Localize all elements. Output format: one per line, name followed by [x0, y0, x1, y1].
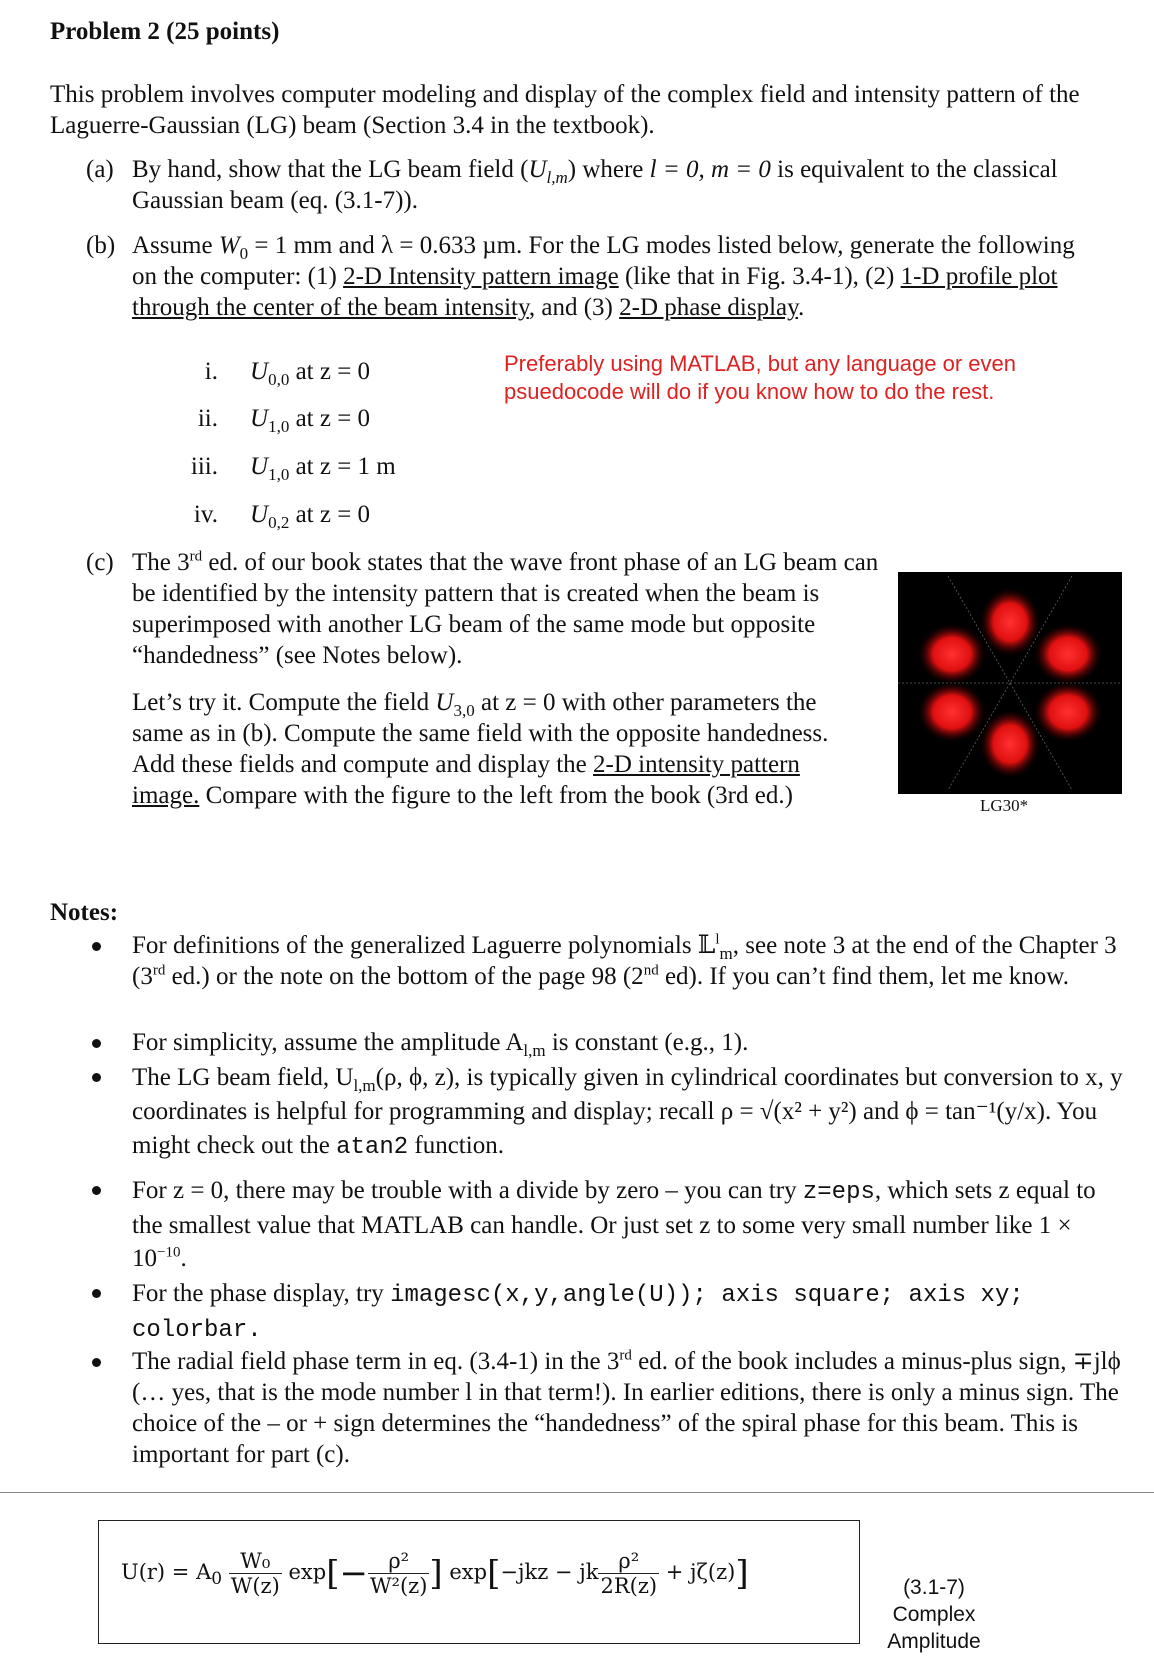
lg30-intensity-figure [898, 572, 1122, 794]
equation-caption: Complex [892, 1603, 976, 1626]
superscript: rd [189, 548, 203, 565]
bullet-dot [92, 1186, 101, 1195]
eq-lhs: U(r) = A [121, 1560, 212, 1584]
symbol-U: U [250, 405, 269, 432]
eq-denominator: 2R(z) [600, 1574, 658, 1598]
part-c-label: (c) [86, 549, 114, 576]
part-a-text-3: is equivalent to the classical Gaussian beam (eq. (3.1-7)). [132, 156, 1058, 214]
eq-numerator: ρ² [598, 1549, 659, 1574]
mode-condition: at z = 0 [295, 358, 371, 385]
note-text: For the phase display, try [132, 1280, 391, 1307]
annotation-line: psuedocode will do if you know how to do the rest. [504, 379, 995, 404]
symbol-W: W [218, 232, 240, 259]
note-text: For simplicity, assume the amplitude A [132, 1029, 524, 1056]
note-text: The radial field phase term in eq. (3.4-1) in the 3 [132, 1348, 620, 1375]
note-bullet [92, 1346, 1132, 1470]
eq-fraction [368, 1549, 429, 1598]
bullet-dot [92, 942, 101, 951]
eq-term: −jkz − jk [500, 1560, 599, 1584]
part-b-label: (b) [86, 232, 116, 259]
gaussian-beam-equation: $U(r) = A_0$ $\frac{\text{W₀}}{W(z)}$ exp[− $\frac{\text{ρ²}}{\text{W²(z)}}$ ] exp[−jkz − jk $\frac{\text{ρ²}}{2R(z)}$ + jζ(z)] [98, 1520, 860, 1644]
mode-condition: at z = 1 m [295, 453, 396, 480]
note-bullet [92, 1061, 1132, 1165]
part-b-text: Assume [132, 232, 219, 259]
part-b-text-3: (like that in Fig. 3.4-1), (2) [618, 263, 901, 290]
eq-numerator: W₀ [229, 1549, 282, 1574]
note-text: For z = 0, there may be trouble with a divide by zero – you can try [132, 1177, 803, 1204]
symbol-sub: 1,0 [268, 465, 290, 484]
bullet-dot [92, 1073, 101, 1082]
superscript: nd [643, 962, 659, 979]
part-c-p2-text-3: Compare with the figure to the left from the book (3rd ed.) [199, 782, 793, 809]
mode-numeral: i. [204, 358, 218, 385]
part-a-text-2: ) where [567, 156, 650, 183]
code-atan2: atan2 [336, 1134, 409, 1161]
eq-tail: + jζ(z) [665, 1560, 736, 1584]
bullet-dot [92, 1289, 101, 1298]
mode-condition: at z = 0 [295, 405, 371, 432]
note-text: function. [408, 1132, 504, 1159]
symbol-U: U [250, 501, 269, 528]
part-c [86, 547, 906, 811]
note-text: is constant (e.g., 1). [545, 1029, 749, 1056]
annotation-line: Preferably using MATLAB, but any language or even [504, 351, 1017, 376]
eq-numerator: ρ² [368, 1549, 429, 1574]
part-b-text-5: . [798, 294, 805, 321]
code-z-eps: z=eps [802, 1179, 875, 1206]
mode-condition: at z = 0 [295, 501, 371, 528]
subscript: 0 [211, 1569, 223, 1590]
part-a-text: By hand, show that the LG beam field ( [132, 156, 529, 183]
subscript: m [719, 944, 733, 963]
underlined-profile-plot: 1-D profile plot through the center of the beam intensity [132, 263, 1058, 321]
lg30-pattern-image [898, 572, 1122, 794]
mode-condition: l = 0, m = 0 [649, 156, 771, 183]
eq-exp: exp [449, 1560, 488, 1584]
equation-number: (3.1-7) [903, 1576, 965, 1599]
mode-numeral: iii. [190, 453, 218, 480]
part-a-label: (a) [86, 156, 114, 183]
note-text: ed). If you can’t find them, let me know. [658, 963, 1069, 990]
eq-denominator: W²(z) [369, 1574, 428, 1598]
note-text: (ρ, ϕ, z), is typically given in cylindrical coordinates but conversion to x, y coordinates is helpful for programming and display; recall ρ = √(x² + y²) and ϕ = tan⁻¹(y/x). You might check out the [132, 1064, 1123, 1159]
underlined-intensity-image: 2-D intensity pattern image. [132, 751, 800, 809]
eq-fraction [229, 1549, 282, 1598]
note-text: , which sets z equal to the smallest value that MATLAB can handle. Or just set z to some very small number like 1 × 10 [132, 1177, 1096, 1272]
symbol-U: U [435, 689, 454, 716]
problem-title: Problem 2 (25 points) [50, 18, 280, 45]
superscript: rd [152, 962, 166, 979]
note-bullet [92, 1174, 1132, 1275]
note-text: . [180, 1245, 187, 1272]
part-c-text: The 3 [132, 549, 190, 576]
symbol-U: U [250, 358, 269, 385]
intro-paragraph: This problem involves computer modeling and display of the complex field and intensity pattern of the Laguerre-Gaussian (LG) beam (Section 3.4 in the textbook). [50, 81, 1080, 139]
symbol-sub: 1,0 [268, 417, 290, 436]
symbol-sub: 0,0 [268, 370, 290, 389]
eq-exp: exp [288, 1560, 327, 1584]
part-b-text-4: , and (3) [528, 294, 620, 321]
part-c-p2-text: Let’s try it. Compute the field [132, 689, 436, 716]
symbol-U: U [250, 453, 269, 480]
mode-numeral: ii. [197, 405, 218, 432]
eq-denominator: W(z) [230, 1574, 280, 1598]
part-b-text-2: = 1 mm and λ = 0.633 µm. For the LG modes listed below, generate the following on the computer: (1) [132, 232, 1075, 290]
note-bullet [92, 1277, 1132, 1347]
equation-caption: Amplitude [887, 1630, 981, 1653]
subscript: l,m [523, 1041, 546, 1060]
note-text: For definitions of the generalized Laguerre polynomials 𝕃 [132, 932, 716, 959]
note-text: , see note 3 at the end of the Chapter 3 (3 [132, 932, 1117, 990]
part-a [86, 154, 1086, 216]
superscript: rd [619, 1347, 632, 1364]
bullet-dot [92, 1358, 101, 1367]
symbol-sub: 0 [239, 244, 249, 263]
figure-caption: LG30* [980, 796, 1029, 815]
bullet-dot [92, 1039, 101, 1048]
note-text: ed. of the book includes a minus-plus sign, ∓jlϕ (… yes, that is the mode number l in that term!). In earlier editions, there is only a minus sign. The choice of the – or + sign determines the “handedness” of the spiral phase for this beam. This is important for part (c). [132, 1348, 1121, 1468]
eq-fraction [598, 1549, 659, 1598]
note-text: ed.) or the note on the bottom of the page 98 (2 [165, 963, 644, 990]
note-bullet [92, 1027, 1132, 1058]
superscript: l [715, 931, 720, 948]
underlined-phase-display: 2-D phase display [619, 294, 799, 321]
equation-label [884, 1574, 984, 1655]
divider [0, 1492, 1154, 1493]
symbol-U: U [528, 156, 547, 183]
mode-numeral: iv. [193, 501, 218, 528]
part-b [86, 230, 1086, 323]
superscript: −10 [157, 1244, 181, 1261]
part-c-p2-text-2: at z = 0 with other parameters the same as in (b). Compute the same field with the opposite handedness. Add these fields and compute and display the [132, 689, 829, 778]
symbol-sub: l,m [546, 168, 568, 187]
underlined-intensity-image: 2-D Intensity pattern image [343, 263, 619, 290]
symbol-sub: 0,2 [268, 513, 290, 532]
note-text: The LG beam field, U [132, 1064, 354, 1091]
symbol-sub: 3,0 [453, 701, 475, 720]
subscript: l,m [353, 1076, 376, 1095]
notes-heading: Notes: [50, 899, 119, 926]
code-imagesc: imagesc(x,y,angle(U)); axis square; axis xy; colorbar. [132, 1282, 1024, 1344]
note-bullet [92, 930, 1132, 992]
part-c-text-2: ed. of our book states that the wave front phase of an LG beam can be identified by the intensity pattern that is created when the beam is superimposed with another LG beam of the same mode but opposite “handedness” (see Notes below). [132, 549, 879, 669]
red-annotation [504, 350, 1016, 406]
